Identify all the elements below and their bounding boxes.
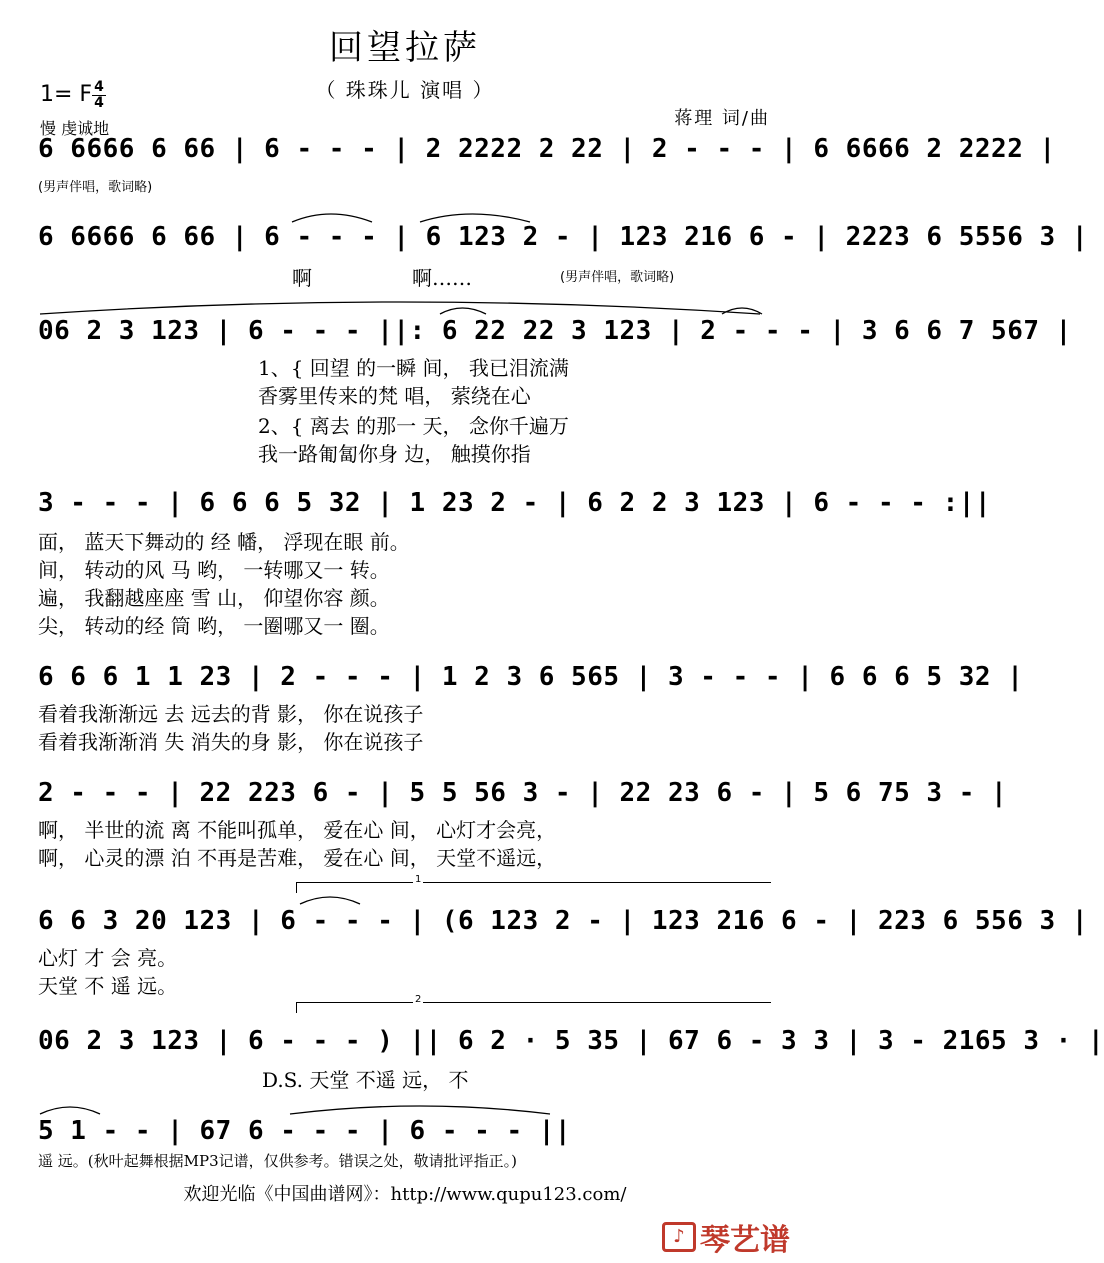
notation-line-5: 6 6 6 1 1 23 | 2 - - - | 1 2 3 6 565 | 3 - - - | 6 6 6 5 32 | bbox=[38, 662, 1024, 692]
lyric-line-2-2: 啊…… bbox=[412, 266, 472, 290]
song-title: 回望拉萨 bbox=[329, 28, 481, 68]
lyric-line-3-4: 我一路匍匐你身 边， 触摸你指 bbox=[258, 442, 531, 466]
lyric-line-3-1: 1、{ 回望 的一瞬 间， 我已泪流满 bbox=[258, 356, 569, 380]
logo-mark-icon: ♪ bbox=[662, 1222, 696, 1252]
lyric-line-3-3: 2、{ 离去 的那一 天， 念你千遍万 bbox=[258, 414, 569, 438]
notation-line-7: 6 6 3 20 123 | 6 - - - | (6 123 2 - | 123 216 6 - | 223 6 556 3 | bbox=[38, 906, 1088, 936]
lyric-line-2-3: (男声伴唱，歌词略) bbox=[560, 270, 675, 285]
time-bottom: 4 bbox=[94, 95, 104, 111]
notation-line-1: 6 6666 6 66 | 6 - - - | 2 2222 2 22 | 2 - - - | 6 6666 2 2222 | bbox=[38, 134, 1056, 164]
lyric-line-8-1: D.S. 天堂 不遥 远， 不 bbox=[262, 1068, 469, 1092]
footer-url: 欢迎光临《中国曲谱网》：http://www.qupu123.com/ bbox=[183, 1184, 627, 1205]
key-signature: 1= F bbox=[40, 82, 93, 107]
lyric-line-6-1: 啊， 半世的流 离 不能叫孤单， 爱在心 间， 心灯才会亮， bbox=[38, 818, 557, 842]
composer-credit: 蒋理 词/曲 bbox=[674, 108, 770, 129]
notation-line-6: 2 - - - | 22 223 6 - | 5 5 56 3 - | 22 23 6 - | 5 6 75 3 - | bbox=[38, 778, 1008, 808]
volta-number-1: 1 bbox=[415, 874, 422, 885]
lyric-line-5-2: 看着我渐渐消 失 消失的身 影， 你在说孩子 bbox=[38, 730, 424, 754]
lyric-line-6-2: 啊， 心灵的漂 泊 不再是苦难， 爱在心 间， 天堂不遥远， bbox=[38, 846, 557, 870]
notation-line-8: 06 2 3 123 | 6 - - - ) || 6 2 · 5 35 | 67 6 - 3 3 | 3 - 2165 3 · | bbox=[38, 1026, 1104, 1056]
lyric-line-9-1: 遥 远。(秋叶起舞根据MP3记谱，仅供参考。错误之处，敬请批评指正。) bbox=[38, 1152, 517, 1170]
lyric-line-4-4: 尖， 转动的经 筒 哟， 一圈哪又一 圈。 bbox=[38, 614, 390, 638]
lyric-line-4-3: 遍， 我翻越座座 雪 山， 仰望你容 颜。 bbox=[38, 586, 390, 610]
lyric-line-1-1: (男声伴唱，歌词略) bbox=[38, 180, 153, 195]
performer-subtitle: （ 珠珠儿 演唱 ） bbox=[315, 78, 495, 102]
notation-line-4: 3 - - - | 6 6 6 5 32 | 1 23 2 - | 6 2 2 3 123 | 6 - - - :|| bbox=[38, 488, 992, 518]
lyric-line-7-2: 天堂 不 遥 远。 bbox=[38, 974, 178, 998]
time-top: 4 bbox=[94, 79, 104, 95]
volta-number-2: 2 bbox=[415, 994, 422, 1005]
lyric-line-3-2: 香雾里传来的梵 唱， 萦绕在心 bbox=[258, 384, 531, 408]
notation-line-9: 5 1 - - | 67 6 - - - | 6 - - - || bbox=[38, 1116, 572, 1146]
notation-line-2: 6 6666 6 66 | 6 - - - | 6 123 2 - | 123 216 6 - | 2223 6 5556 3 | bbox=[38, 222, 1088, 252]
tempo-marking: 慢 虔诚地 bbox=[40, 119, 110, 138]
notation-line-3: 06 2 3 123 | 6 - - - ||: 6 22 22 3 123 | 2 - - - | 3 6 6 7 567 | bbox=[38, 316, 1072, 346]
lyric-line-2-1: 啊 bbox=[292, 266, 312, 290]
logo-text: 琴艺谱 bbox=[700, 1223, 790, 1258]
site-logo bbox=[662, 1215, 790, 1259]
lyric-line-4-1: 面， 蓝天下舞动的 经 幡， 浮现在眼 前。 bbox=[38, 530, 410, 554]
lyric-line-4-2: 间， 转动的风 马 哟， 一转哪又一 转。 bbox=[38, 558, 390, 582]
lyric-line-5-1: 看着我渐渐远 去 远去的背 影， 你在说孩子 bbox=[38, 702, 424, 726]
lyric-line-7-1: 心灯 才 会 亮。 bbox=[38, 946, 178, 970]
